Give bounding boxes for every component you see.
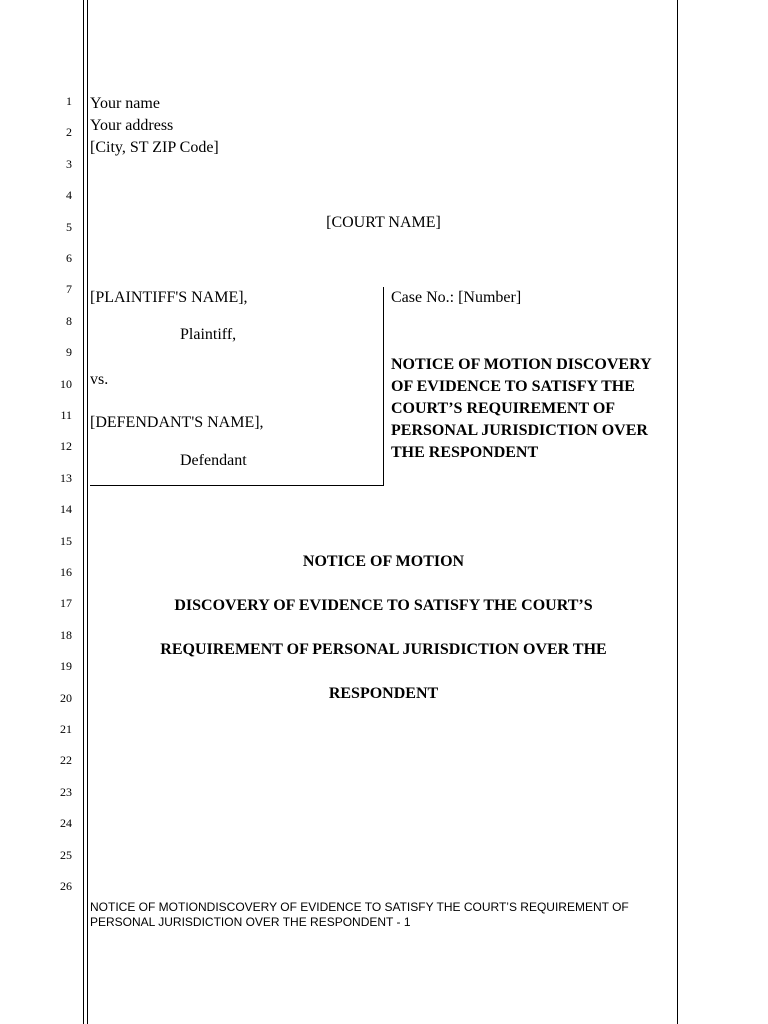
line-number: 23 [60,785,72,799]
line-number: 16 [60,565,72,579]
body-title-line-3: REQUIREMENT OF PERSONAL JURISDICTION OVER THE [160,641,607,658]
line-number: 22 [60,753,72,767]
body-title-line-4: RESPONDENT [328,685,439,702]
line-number: 10 [60,377,72,391]
line-number: 12 [60,439,72,453]
line-number: 17 [60,596,72,610]
plaintiff-role: Plaintiff, [180,326,237,343]
defendant-name: [DEFENDANT'S NAME], [90,414,264,431]
left-margin-rule-outer [83,0,84,1024]
line-number: 25 [60,848,72,862]
line-number: 13 [60,471,72,485]
line-number: 21 [60,722,72,736]
caption-motion-title: NOTICE OF MOTION DISCOVERY OF EVIDENCE TO SATISFY THE COURT’S REQUIREMENT OF PERSONAL JURISDICTION OVER THE RESPONDENT [391,356,652,461]
court-name: [COURT NAME] [326,214,441,231]
body-title-line-2: DISCOVERY OF EVIDENCE TO SATISFY THE COURT’S [174,597,593,614]
line-number: 9 [66,345,72,359]
line-number: 15 [60,534,72,548]
line-number: 20 [60,691,72,705]
line-number: 26 [60,879,72,893]
body-title-line-1: NOTICE OF MOTION [302,553,465,570]
line-number: 11 [60,408,72,422]
caption-divider [383,287,384,486]
case-number: Case No.: [Number] [391,289,522,306]
page-footer: NOTICE OF MOTIONDISCOVERY OF EVIDENCE TO SATISFY THE COURT’S REQUIREMENT OF PERSONAL JURISDICTION OVER THE RESPONDENT - 1 [90,900,629,929]
line-number: 7 [66,282,72,296]
plaintiff-name: [PLAINTIFF'S NAME], [90,289,248,306]
line-number: 4 [66,188,72,202]
versus-label: vs. [90,371,109,388]
caption-underline [90,485,384,486]
line-number: 24 [60,816,72,830]
defendant-role: Defendant [180,452,247,469]
line-number: 14 [60,502,72,516]
line-number: 18 [60,628,72,642]
line-number: 3 [66,157,72,171]
header-name: Your name [90,95,160,112]
line-number: 19 [60,659,72,673]
right-margin-rule [677,0,678,1024]
line-number: 6 [66,251,72,265]
header-address: Your address [90,117,174,134]
header-city-line: [City, ST ZIP Code] [90,139,219,156]
line-number: 5 [66,220,72,234]
left-margin-rule-inner [87,0,88,1024]
line-number: 1 [66,94,72,108]
line-number: 8 [66,314,72,328]
line-number: 2 [66,125,72,139]
